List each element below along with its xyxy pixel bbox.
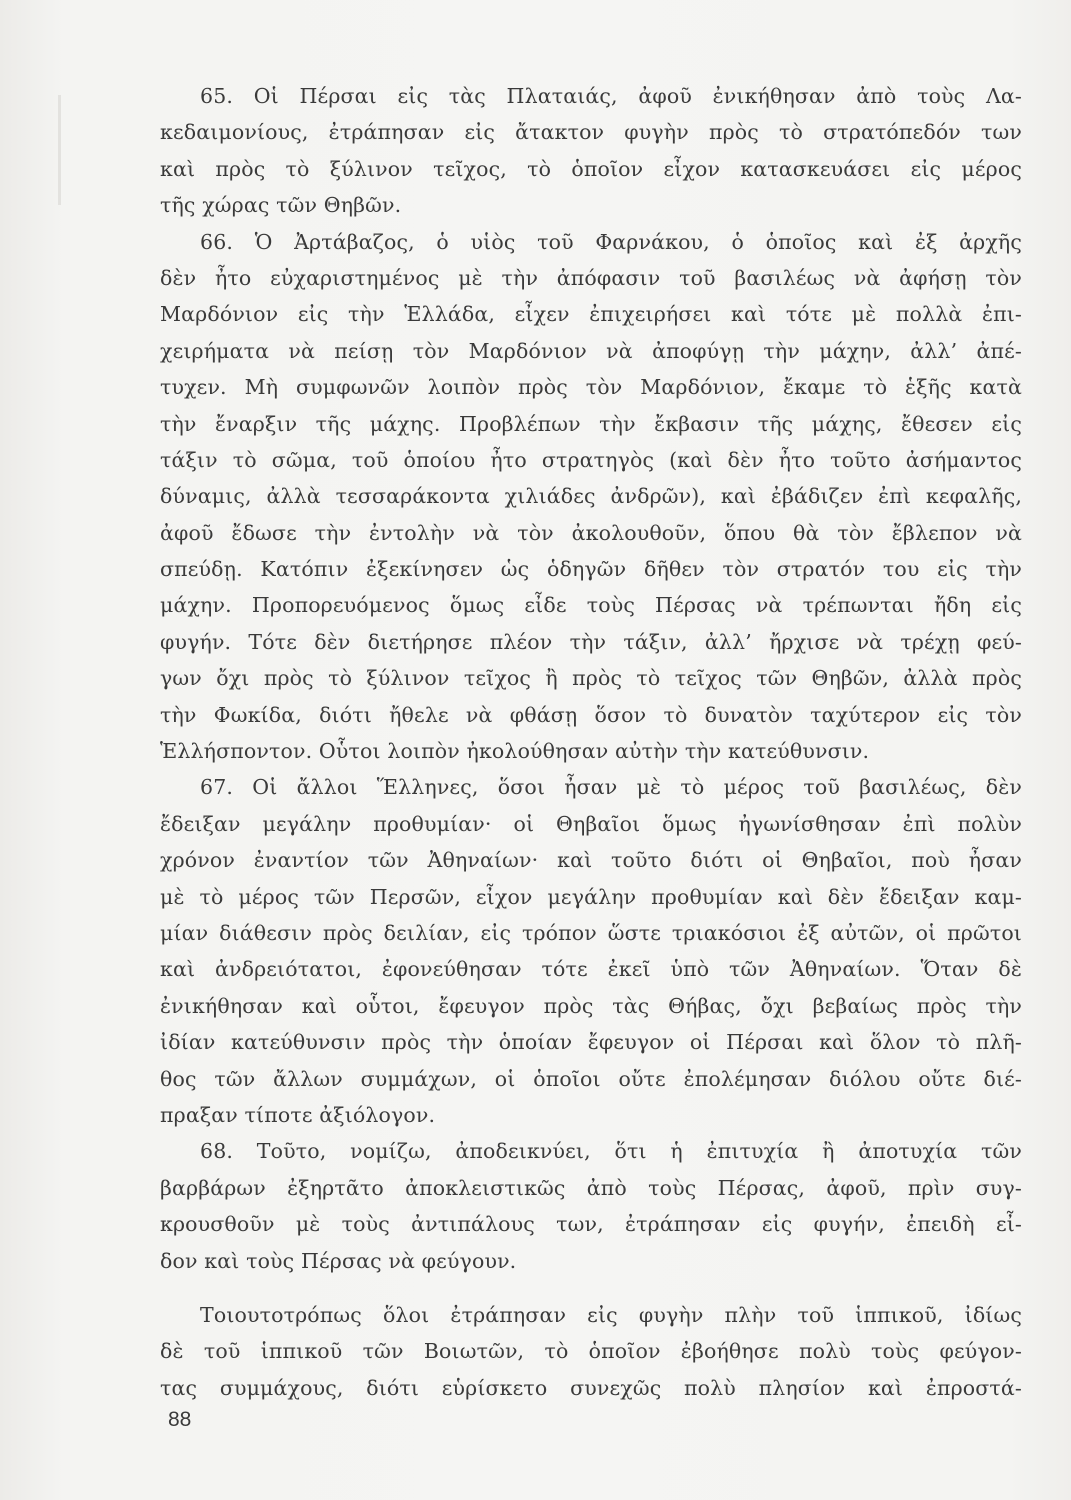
text-line: θος τῶν ἄλλων συμμάχων, οἱ ὁποῖοι οὔτε ἐπολέμησαν διόλου οὔτε διέ- bbox=[160, 1066, 1022, 1091]
page-number: 88 bbox=[168, 1408, 192, 1431]
text-line: ἔδειξαν μεγάλην προθυμίαν· οἱ Θηβαῖοι ὅμως ἠγωνίσθησαν ἐπὶ πολὺν bbox=[160, 811, 1022, 836]
text-line: σπεύδῃ. Κατόπιν ἐξεκίνησεν ὡς ὁδηγῶν δῆθεν τὸν στρατόν του εἰς τὴν bbox=[160, 557, 1022, 582]
text-line: δύναμις, ἀλλὰ τεσσαράκοντα χιλιάδες ἀνδρῶν), καὶ ἐβάδιζεν ἐπὶ κεφαλῆς, bbox=[160, 484, 1022, 509]
text-line: 68. Τοῦτο, νομίζω, ἀποδεικνύει, ὅτι ἡ ἐπιτυχία ἢ ἀποτυχία τῶν bbox=[200, 1139, 1022, 1164]
text-line: κρουσθοῦν μὲ τοὺς ἀντιπάλους των, ἐτράπησαν εἰς φυγήν, ἐπειδὴ εἶ- bbox=[160, 1212, 1022, 1237]
text-line: μίαν διάθεσιν πρὸς δειλίαν, εἰς τρόπον ὥστε τριακόσιοι ἐξ αὐτῶν, οἱ πρῶτοι bbox=[160, 920, 1022, 945]
text-line: τῆς χώρας τῶν Θηβῶν. bbox=[160, 193, 402, 218]
paragraph-gap bbox=[160, 1279, 1022, 1297]
text-line: ἰδίαν κατεύθυνσιν πρὸς τὴν ὁποίαν ἔφευγον οἱ Πέρσαι καὶ ὅλον τὸ πλῆ- bbox=[160, 1030, 1022, 1055]
text-line: δον καὶ τοὺς Πέρσας νὰ φεύγουν. bbox=[160, 1248, 517, 1273]
text-line: δὲ τοῦ ἱππικοῦ τῶν Βοιωτῶν, τὸ ὁποῖον ἐβοήθησε πολὺ τοὺς φεύγον- bbox=[160, 1339, 1022, 1364]
text-line: τυχεν. Μὴ συμφωνῶν λοιπὸν πρὸς τὸν Μαρδόνιον, ἔκαμε τὸ ἑξῆς κατὰ bbox=[160, 375, 1022, 400]
text-line: 67. Οἱ ἄλλοι Ἕλληνες, ὅσοι ἦσαν μὲ τὸ μέρος τοῦ βασιλέως, δὲν bbox=[200, 775, 1022, 800]
text-line: ἀφοῦ ἔδωσε τὴν ἐντολὴν νὰ τὸν ἀκολουθοῦν, ὅπου θὰ τὸν ἔβλεπον νὰ bbox=[160, 520, 1022, 545]
text-line: χειρήματα νὰ πείσῃ τὸν Μαρδόνιον νὰ ἀποφύγῃ τὴν μάχην, ἀλλ’ ἀπέ- bbox=[160, 338, 1022, 363]
text-line: γων ὄχι πρὸς τὸ ξύλινον τεῖχος ἢ πρὸς τὸ τεῖχος τῶν Θηβῶν, ἀλλὰ πρὸς bbox=[160, 666, 1022, 691]
text-line: μὲ τὸ μέρος τῶν Περσῶν, εἶχον μεγάλην προθυμίαν καὶ δὲν ἔδειξαν καμ- bbox=[160, 884, 1022, 909]
text-line: κεδαιμονίους, ἐτράπησαν εἰς ἄτακτον φυγὴν πρὸς τὸ στρατόπεδόν των bbox=[160, 120, 1022, 145]
text-line: ἐνικήθησαν καὶ οὗτοι, ἔφευγον πρὸς τὰς Θήβας, ὄχι βεβαίως πρὸς τὴν bbox=[160, 993, 1022, 1018]
text-line: τὴν ἔναρξιν τῆς μάχης. Προβλέπων τὴν ἔκβασιν τῆς μάχης, ἔθεσεν εἰς bbox=[160, 411, 1022, 436]
text-line: τάξιν τὸ σῶμα, τοῦ ὁποίου ἦτο στρατηγὸς (καὶ δὲν ἦτο τοῦτο ἀσήμαντος bbox=[160, 447, 1022, 472]
text-line: καὶ πρὸς τὸ ξύλινον τεῖχος, τὸ ὁποῖον εἶχον κατασκευάσει εἰς μέρος bbox=[160, 156, 1022, 181]
text-line: φυγήν. Τότε δὲν διετήρησε πλέον τὴν τάξιν, ἀλλ’ ἤρχισε νὰ τρέχῃ φεύ- bbox=[160, 629, 1022, 654]
text-line: τὴν Φωκίδα, διότι ἤθελε νὰ φθάσῃ ὅσον τὸ δυνατὸν ταχύτερον εἰς τὸν bbox=[160, 702, 1022, 727]
text-line: 65. Οἱ Πέρσαι εἰς τὰς Πλαταιάς, ἀφοῦ ἐνικήθησαν ἀπὸ τοὺς Λα- bbox=[200, 84, 1022, 108]
body-text bbox=[160, 78, 1022, 1408]
text-line: 66. Ὁ Ἀρτάβαζος, ὁ υἱὸς τοῦ Φαρνάκου, ὁ ὁποῖος καὶ ἐξ ἀρχῆς bbox=[200, 229, 1022, 254]
text-line: Τοιουτοτρόπως ὅλοι ἐτράπησαν εἰς φυγὴν πλὴν τοῦ ἱππικοῦ, ἰδίως bbox=[200, 1302, 1022, 1327]
text-line bbox=[160, 1406, 1022, 1408]
text-line: δὲν ἦτο εὐχαριστημένος μὲ τὴν ἀπόφασιν τοῦ βασιλέως νὰ ἀφήσῃ τὸν bbox=[160, 265, 1022, 290]
text-line: χρόνον ἐναντίον τῶν Ἀθηναίων· καὶ τοῦτο διότι οἱ Θηβαῖοι, ποὺ ἦσαν bbox=[160, 848, 1022, 873]
text-line: καὶ ἀνδρειότατοι, ἐφονεύθησαν τότε ἐκεῖ ὑπὸ τῶν Ἀθηναίων. Ὅταν δὲ bbox=[160, 957, 1022, 982]
text-line: πραξαν τίποτε ἀξιόλογον. bbox=[160, 1102, 436, 1127]
text-line: τας συμμάχους, διότι εὑρίσκετο συνεχῶς πολὺ πλησίον καὶ ἐπροστά- bbox=[160, 1375, 1022, 1400]
text-line: βαρβάρων ἐξηρτᾶτο ἀποκλειστικῶς ἀπὸ τοὺς Πέρσας, ἀφοῦ, πρὶν συγ- bbox=[160, 1175, 1022, 1200]
text-line: Ἑλλήσποντον. Οὗτοι λοιπὸν ἠκολούθησαν αὐτὴν τὴν κατεύθυνσιν. bbox=[160, 739, 870, 764]
text-line: Μαρδόνιον εἰς τὴν Ἑλλάδα, εἶχεν ἐπιχειρήσει καὶ τότε μὲ πολλὰ ἐπι- bbox=[160, 302, 1022, 327]
text-line: μάχην. Προπορευόμενος ὅμως εἶδε τοὺς Πέρσας νὰ τρέπωνται ἤδη εἰς bbox=[160, 593, 1022, 618]
margin-shadow-mark bbox=[58, 95, 61, 205]
